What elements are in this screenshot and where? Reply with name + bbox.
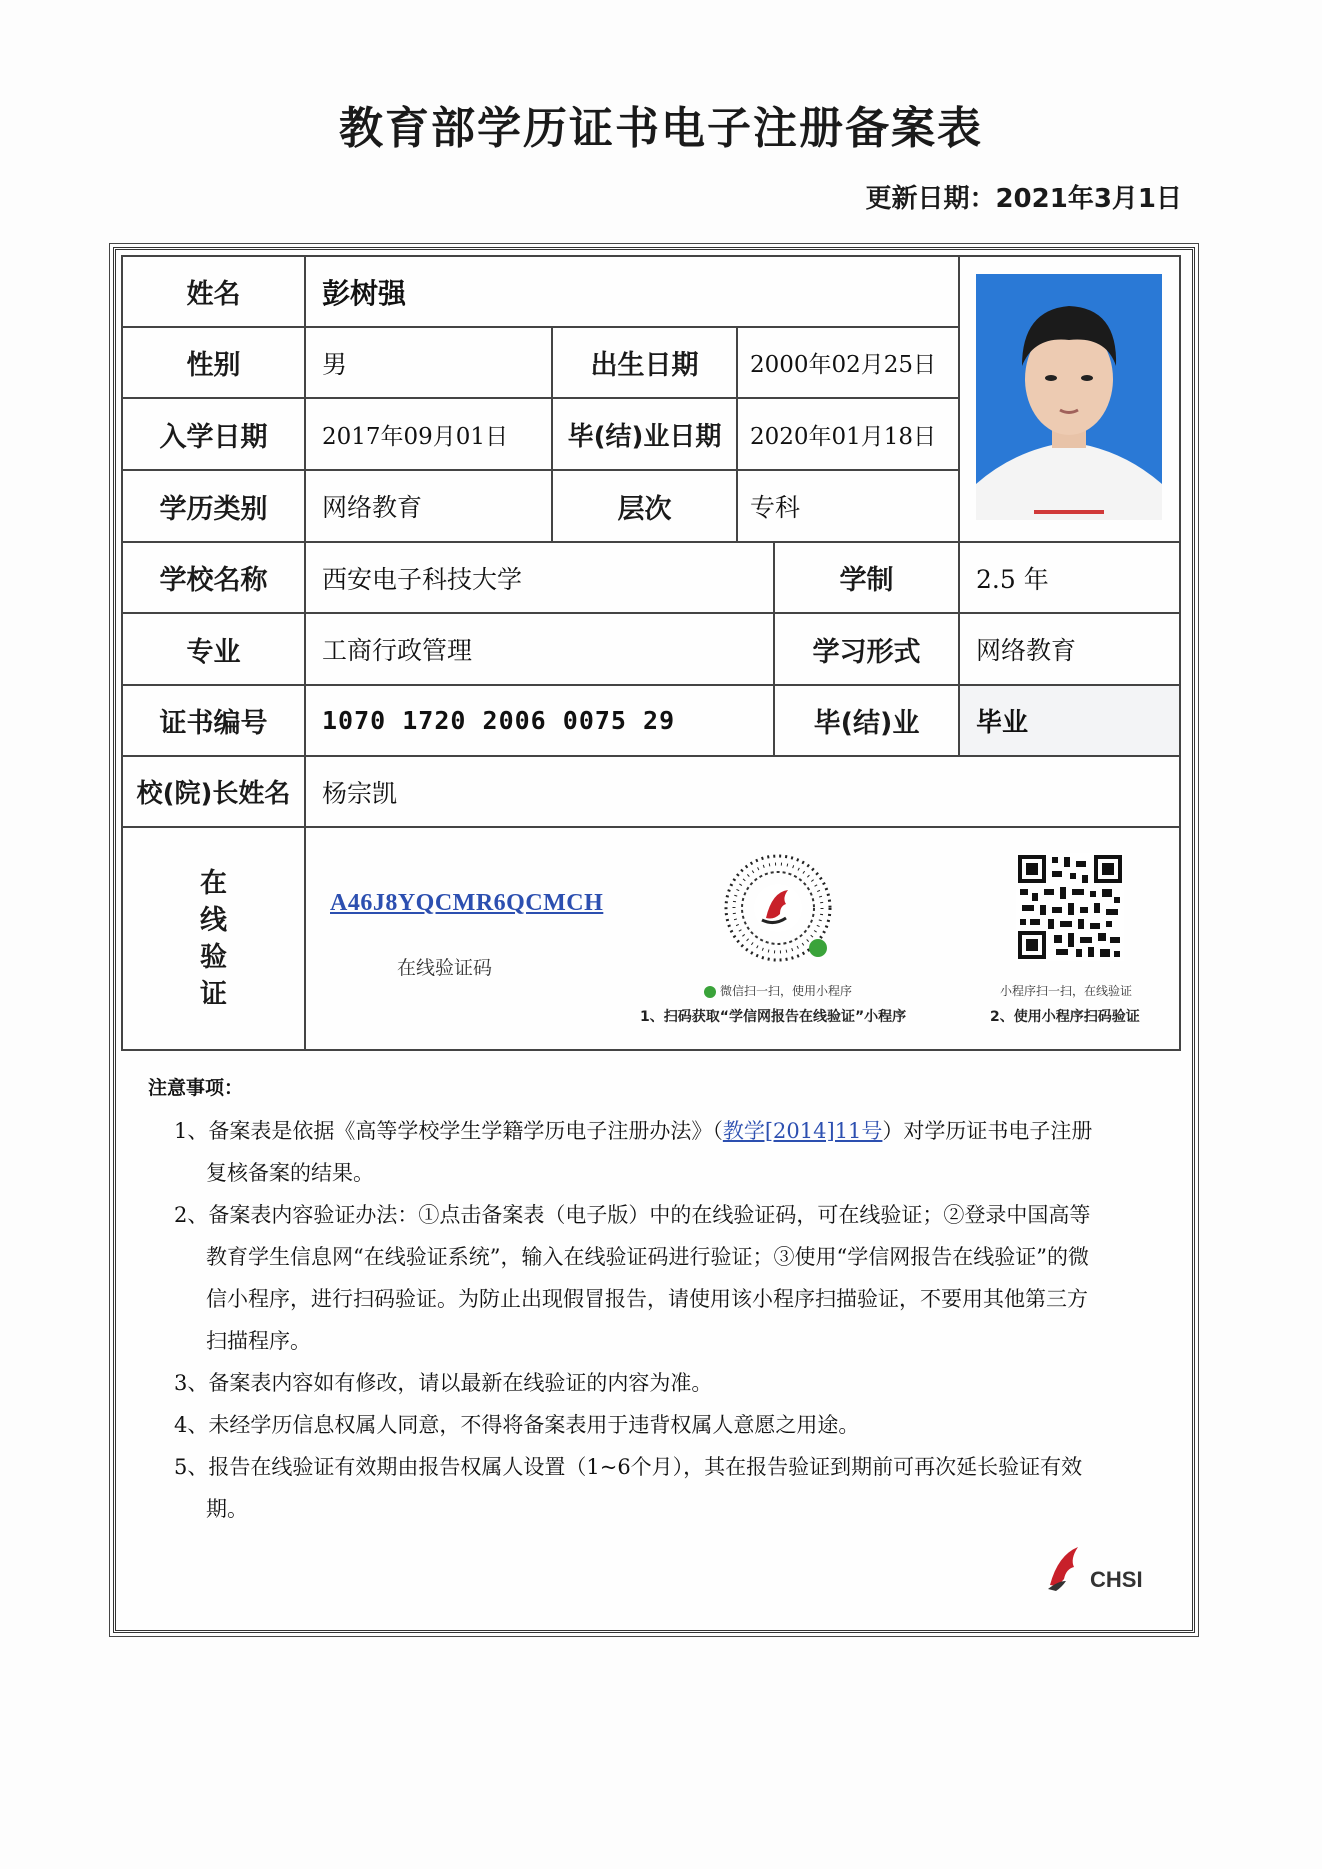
value-president: 杨宗凯 [306, 757, 1181, 828]
qr-code[interactable] [1016, 853, 1124, 961]
label-school: 学校名称 [121, 543, 306, 614]
value-grad-date: 2020年01月18日 [738, 399, 960, 471]
update-date: 更新日期：2021年3月1日 [865, 184, 1182, 214]
mini-program-hint: 小程序扫一扫，在线验证 [1000, 984, 1133, 998]
chsi-logo-text: CHSI [1090, 1567, 1143, 1592]
student-photo [976, 274, 1162, 520]
wechat-hint: 微信扫一扫，使用小程序 [704, 982, 852, 999]
value-grad-status: 毕业 [960, 686, 1181, 757]
verify-char-3: 验 [200, 941, 227, 973]
label-name: 姓名 [121, 255, 306, 328]
label-duration: 学制 [775, 543, 960, 614]
notes-title: 注意事项： [148, 1077, 244, 1099]
label-level: 层次 [553, 471, 738, 543]
value-birth-date: 2000年02月25日 [738, 328, 960, 399]
value-duration: 2.5 年 [960, 543, 1181, 614]
value-study-form: 网络教育 [960, 614, 1181, 686]
label-major: 专业 [121, 614, 306, 686]
verification-code-caption: 在线验证码 [397, 957, 493, 979]
label-enroll-date: 入学日期 [121, 399, 306, 471]
note-2: 2、备案表内容验证办法：①点击备案表（电子版）中的在线验证码，可在线验证；②登录中国高等教育学生信息网“在线验证系统”，输入在线验证码进行验证；③使用“学信网报告在线验证”的微信小程序，进行扫码验证。为防止出现假冒报告，请使用该小程序扫描验证，不要用其他第三方扫描程序。 [174, 1203, 1091, 1353]
note-4: 4、未经学历信息权属人同意，不得将备案表用于违背权属人意愿之用途。 [174, 1413, 860, 1437]
verify-char-4: 证 [200, 978, 227, 1010]
note-1: 1、备案表是依据《高等学校学生学籍学历电子注册办法》（教学[2014]11号）对学历证书电子注册复核备案的结果。 [174, 1119, 1093, 1185]
note-3: 3、备案表内容如有修改，请以最新在线验证的内容为准。 [174, 1371, 713, 1395]
document-title: 教育部学历证书电子注册备案表 [339, 103, 983, 154]
label-study-form: 学习形式 [775, 614, 960, 686]
chsi-logo [1044, 1541, 1154, 1597]
verify-step-2: 2、使用小程序扫码验证 [990, 1009, 1140, 1025]
label-online-verify [121, 828, 306, 1051]
value-cert-no: 1070 1720 2006 0075 29 [306, 686, 775, 757]
label-grad-status: 毕(结)业 [775, 686, 960, 757]
label-grad-date: 毕(结)业日期 [553, 399, 738, 471]
label-gender: 性别 [121, 328, 306, 399]
value-major: 工商行政管理 [306, 614, 775, 686]
value-edu-type: 网络教育 [306, 471, 553, 543]
label-president: 校(院)长姓名 [121, 757, 306, 828]
wechat-miniprogram-code[interactable] [722, 852, 834, 964]
value-enroll-date: 2017年09月01日 [306, 399, 553, 471]
notes-section [148, 1073, 1108, 1530]
note-5: 5、报告在线验证有效期由报告权属人设置（1~6个月），其在报告验证到期前可再次延长验证有效期。 [174, 1455, 1083, 1521]
verification-code-link[interactable]: A46J8YQCMR6QCMCH [330, 890, 604, 916]
regulation-link[interactable]: 教学[2014]11号 [722, 1119, 883, 1143]
value-name: 彭树强 [306, 255, 960, 328]
label-birth-date: 出生日期 [553, 328, 738, 399]
verify-char-1: 在 [200, 867, 227, 899]
label-cert-no: 证书编号 [121, 686, 306, 757]
value-gender: 男 [306, 328, 553, 399]
label-edu-type: 学历类别 [121, 471, 306, 543]
wechat-miniprogram-icon [704, 986, 716, 998]
verify-char-2: 线 [200, 904, 227, 936]
verify-step-1: 1、扫码获取“学信网报告在线验证”小程序 [640, 1009, 907, 1025]
value-school: 西安电子科技大学 [306, 543, 775, 614]
value-level: 专科 [738, 471, 960, 543]
